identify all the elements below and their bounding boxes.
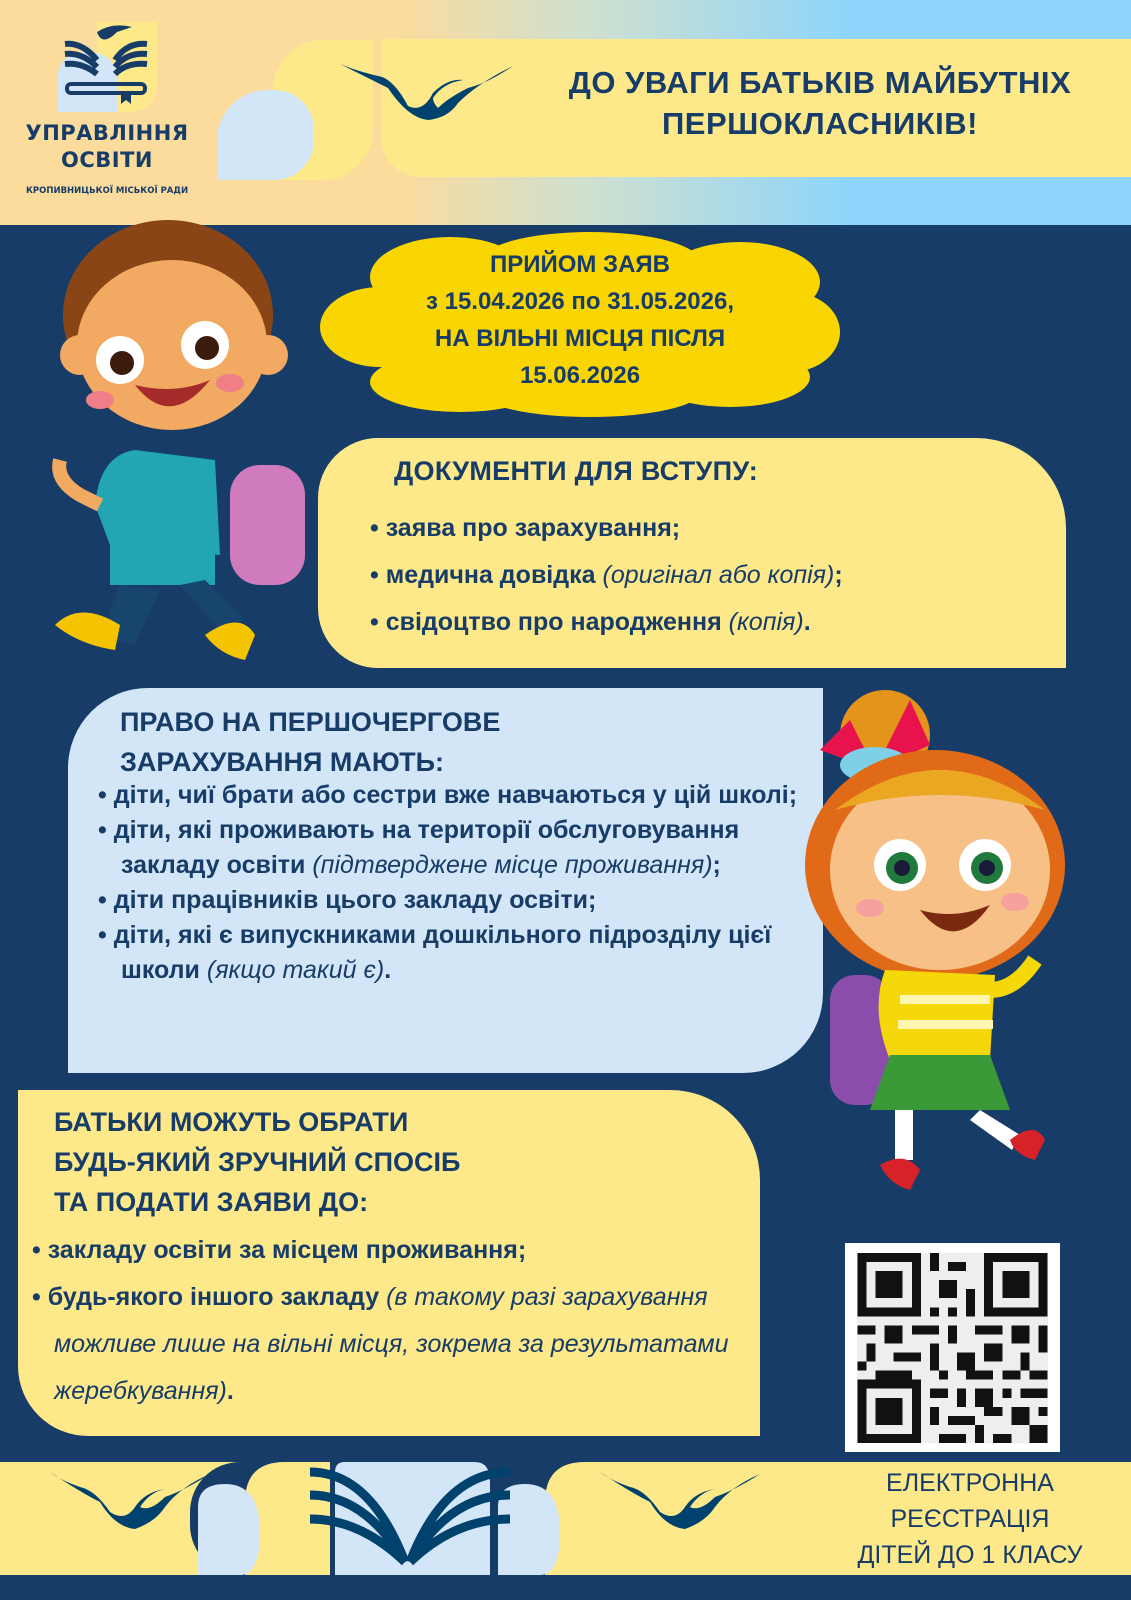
parents-heading-line2: БУДЬ-ЯКИЙ ЗРУЧНИЙ СПОСІБ: [54, 1147, 461, 1177]
page-title-line1: ДО УВАГИ БАТЬКІВ МАЙБУТНІХ: [568, 65, 1072, 100]
priority-heading-line2: ЗАРАХУВАННЯ МАЮТЬ:: [120, 747, 444, 777]
heron-bird-icon: [338, 58, 518, 138]
qr-icon: [857, 1253, 1048, 1443]
list-item: • закладу освіти за місцем проживання;: [32, 1227, 762, 1274]
heron-bird-icon-right: [600, 1472, 760, 1529]
priority-heading: [120, 702, 500, 782]
heron-bird-icon-left: [50, 1472, 210, 1529]
org-name-line2: ОСВІТИ: [61, 148, 153, 172]
list-item: • медична довідка (оригінал або копія);: [370, 552, 843, 599]
list-item: • будь-якого іншого закладу (в такому разі зарахування можливе лише на вільні місця, зокрема за результатами жеребкування).: [32, 1274, 762, 1415]
decorative-shape-blue: [217, 90, 314, 180]
org-logo: [0, 0, 200, 225]
period-free-places-date: 15.06.2026: [519, 362, 641, 389]
page-title: [520, 62, 1120, 144]
page-title-line2: ПЕРШОКЛАСНИКІВ!: [662, 106, 978, 141]
list-item: • діти, які проживають на території обслуговування закладу освіти (підтверджене місце проживання);: [98, 813, 828, 883]
org-name-line1: УПРАВЛІННЯ: [25, 121, 189, 145]
parents-heading: [54, 1102, 460, 1222]
period-line3: НА ВІЛЬНІ МІСЦЯ ПІСЛЯ: [434, 325, 726, 352]
registration-line3: ДІТЕЙ ДО 1 КЛАСУ: [857, 1541, 1083, 1569]
list-item: • діти, чиї брати або сестри вже навчаються у цій школі;: [98, 778, 828, 813]
parents-heading-line3: ТА ПОДАТИ ЗАЯВИ ДО:: [54, 1187, 369, 1217]
qr-code[interactable]: [845, 1243, 1060, 1452]
period-dates: з 15.04.2026 по 31.05.2026,: [426, 288, 734, 315]
electronic-registration-label: [810, 1465, 1130, 1573]
logo-book-bird-icon: [57, 22, 157, 112]
boy-illustration: [40, 205, 310, 675]
application-period: [350, 246, 810, 394]
org-name: [12, 120, 202, 174]
parents-heading-line1: БАТЬКИ МОЖУТЬ ОБРАТИ: [54, 1107, 409, 1137]
documents-heading: ДОКУМЕНТИ ДЛЯ ВСТУПУ:: [394, 456, 759, 486]
period-line1: ПРИЙОМ ЗАЯВ: [489, 251, 671, 278]
priority-list: [98, 778, 828, 988]
qr-pattern: [857, 1253, 1048, 1443]
priority-heading-line1: ПРАВО НА ПЕРШОЧЕРГОВЕ: [120, 707, 501, 737]
list-item: • свідоцтво про народження (копія).: [370, 599, 843, 646]
parents-list: [32, 1227, 762, 1415]
list-item: • діти, які є випускниками дошкільного підрозділу цієї школи (якщо такий є).: [98, 918, 828, 988]
org-subtitle: КРОПИВНИЦЬКОЇ МІСЬКОЇ РАДИ: [25, 186, 189, 196]
list-item: • заява про зарахування;: [370, 505, 843, 552]
footer-decoration: [0, 1462, 810, 1575]
documents-list: [370, 505, 843, 646]
registration-line2: РЕЄСТРАЦІЯ: [890, 1505, 1050, 1533]
girl-illustration: [790, 690, 1080, 1210]
list-item: • діти працівників цього закладу освіти;: [98, 883, 828, 918]
registration-line1: ЕЛЕКТРОННА: [886, 1469, 1054, 1497]
